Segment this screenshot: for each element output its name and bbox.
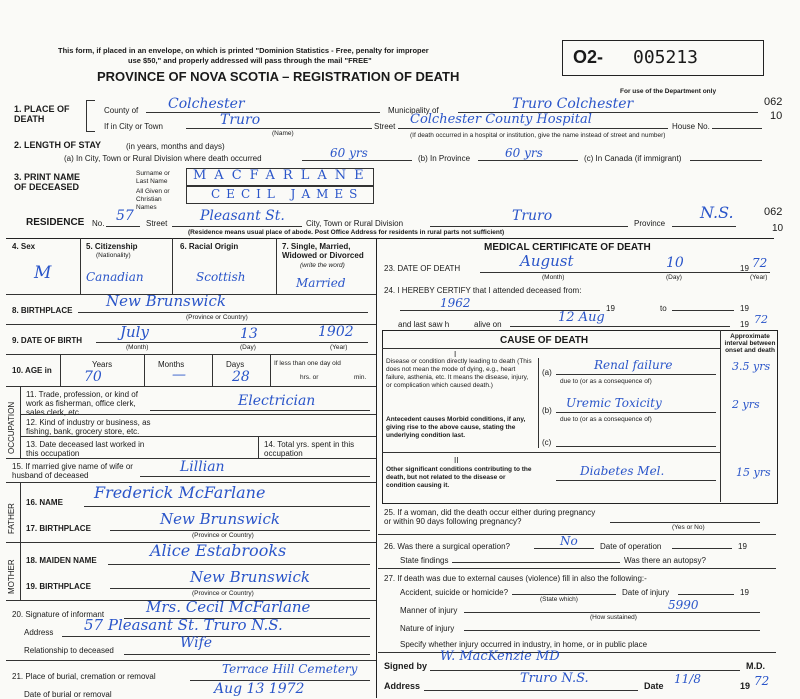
father-birthplace-value: New Brunswick — [160, 510, 280, 528]
surname-value: MACFARLANE — [193, 168, 372, 183]
reg-prefix: O2- — [573, 47, 604, 67]
operation-century: 19 — [738, 542, 747, 551]
interval-title: Approximate interval between onset and death — [724, 333, 776, 354]
q25-yes-no-hint: (Yes or No) — [672, 524, 705, 531]
informant-sig-label: 20. Signature of informant — [12, 610, 105, 619]
manner-label: Manner of injury — [400, 606, 458, 615]
marital-label: 7. Single, Married, Widowed or Divorced — [282, 242, 364, 260]
residence-city-label: City, Town or Rural Division — [306, 219, 404, 228]
racial-origin-label: 6. Racial Origin — [180, 242, 239, 251]
interval-a-value: 3.5 yrs — [732, 360, 771, 373]
age-months-value: — — [172, 367, 186, 383]
attended-from-value: 1962 — [440, 296, 471, 310]
dod-day-hint: (Day) — [666, 274, 682, 281]
place-bracket — [86, 100, 95, 132]
age-years-label: Years — [92, 360, 113, 369]
residence-no-value: 57 — [116, 208, 134, 224]
hrs-label: hrs. or — [300, 374, 319, 381]
sex-label: 4. Sex — [12, 242, 36, 251]
house-no-label: House No. — [672, 122, 710, 131]
length-of-stay-hint: (in years, months and days) — [126, 142, 225, 151]
municipality-label: Municipality of — [388, 106, 439, 115]
birthplace-hint: (Province or Country) — [186, 314, 248, 321]
md-label: M.D. — [746, 661, 765, 671]
marital-value: Married — [296, 276, 346, 290]
occupation-side-label: OCCUPATION — [7, 401, 16, 454]
hospital-hint: (If death occurred in a hospital or institution, give the name instead of street and number) — [410, 132, 666, 139]
q26-value: No — [560, 534, 578, 548]
father-side-label: FATHER — [7, 503, 16, 534]
envelope-note-1: This form, if placed in an envelope, on which is printed "Dominion Statistics - Free, penalty for improper — [58, 46, 429, 55]
date-of-death-label: 23. DATE OF DEATH — [384, 264, 461, 273]
medical-cert-title: MEDICAL CERTIFICATE OF DEATH — [484, 242, 651, 253]
residence-street-value: Pleasant St. — [200, 208, 285, 224]
dob-month: July — [120, 323, 149, 341]
father-name-label: 16. NAME — [26, 498, 63, 507]
age-label: 10. AGE in — [12, 366, 52, 375]
stay-b-label: (b) In Province — [418, 154, 471, 163]
cause-b-value: Uremic Toxicity — [566, 396, 662, 410]
stay-a-value: 60 yrs — [330, 146, 368, 160]
dob-year-hint: (Year) — [330, 344, 348, 351]
cause-c-prefix: (c) — [542, 438, 552, 447]
city-name-hint: (Name) — [272, 130, 294, 137]
injury-date-label: Date of injury — [622, 588, 670, 597]
manner-value: 5990 — [668, 598, 699, 612]
residence-no-label: No. — [92, 219, 105, 228]
surname-label: Surname or Last Name — [136, 170, 170, 185]
birthplace-value: New Brunswick — [106, 292, 226, 310]
interval-other-value: 15 yrs — [736, 466, 771, 479]
sex-value: M — [34, 263, 52, 283]
dept-code-1: 062 — [764, 96, 783, 108]
dept-use-note: For use of the Department only — [620, 88, 717, 95]
given-names-box — [186, 186, 374, 204]
citizenship-value: Canadian — [86, 270, 144, 284]
burial-place-value: Terrace Hill Cemetery — [222, 662, 358, 676]
due-to-b: due to (or as a consequence of) — [560, 416, 652, 423]
burial-date-value: Aug 13 1972 — [214, 681, 305, 697]
cause-b-prefix: (b) — [542, 406, 552, 415]
how-sustained-hint: (How sustained) — [590, 614, 637, 621]
age-days-label: Days — [226, 360, 245, 369]
street-value: Colchester County Hospital — [410, 112, 592, 127]
dod-century: 19 — [740, 264, 749, 273]
q13-label: 13. Date deceased last worked in this occupation — [26, 440, 145, 458]
birthplace-label: 8. BIRTHPLACE — [12, 306, 73, 315]
racial-origin-value: Scottish — [196, 270, 246, 284]
marital-hint: (write the word) — [300, 262, 345, 269]
last-saw-year: 72 — [754, 313, 768, 326]
immediate-cause-label: Disease or condition directly leading to death (This does not mean the mode of dying, e.g., heart failure, asthenia, etc. It means the disease, injury, or complication which caused death.) — [386, 358, 532, 389]
citizenship-label: 5. Citizenship — [86, 242, 138, 251]
signed-by-value: W. MacKenzie MD — [440, 649, 560, 664]
less-day-label: If less than one day old — [274, 360, 341, 367]
accident-label: Accident, suicide or homicide? — [400, 588, 509, 597]
findings-label: State findings — [400, 556, 449, 565]
stay-b-value: 60 yrs — [505, 146, 543, 160]
envelope-note-2: use $50," and properly addressed will pass through the mail "FREE" — [128, 56, 372, 65]
last-saw-label: and last saw h — [398, 320, 450, 329]
cause-a-value: Renal failure — [594, 358, 673, 372]
other-conditions-label: Other significant conditions contributing to the death, but not related to the disease or condition causing it. — [386, 466, 532, 489]
spouse-label: 15. If married give name of wife or husband of deceased — [12, 462, 133, 480]
age-days-value: 28 — [232, 369, 250, 385]
surname-box — [186, 168, 374, 186]
municipality-value: Truro Colchester — [512, 96, 634, 112]
residence-city-value: Truro — [512, 208, 553, 224]
injury-century: 19 — [740, 588, 749, 597]
last-saw-century: 19 — [740, 320, 749, 329]
med-date-label: Date — [644, 681, 664, 691]
date-of-death-month: August — [520, 252, 574, 270]
cause-title: CAUSE OF DEATH — [500, 335, 589, 346]
min-label: min. — [354, 374, 367, 381]
due-to-a: due to (or as a consequence of) — [560, 378, 652, 385]
attended-label: 24. I HEREBY CERTIFY that I attended deceased from: — [384, 286, 582, 295]
med-address-value: Truro N.S. — [520, 671, 589, 686]
father-birthplace-hint: (Province or Country) — [192, 532, 254, 539]
burial-place-label: 21. Place of burial, cremation or removal — [12, 672, 156, 681]
q27-label: 27. If death was due to external causes (violence) fill in also the following:- — [384, 574, 647, 583]
father-name-value: Frederick McFarlane — [94, 483, 266, 502]
attended-century-2: 19 — [740, 304, 749, 313]
dob-label: 9. DATE OF BIRTH — [12, 336, 83, 345]
county-value: Colchester — [168, 96, 245, 112]
med-date-value: 11/8 — [674, 672, 701, 686]
cause-a-prefix: (a) — [542, 368, 552, 377]
dod-year-hint: (Year) — [750, 274, 768, 281]
signed-by-label: Signed by — [384, 661, 428, 671]
informant-relationship-value: Wife — [180, 635, 213, 651]
length-of-stay-label: 2. LENGTH OF STAY — [14, 140, 102, 150]
last-saw-value: 12 Aug — [558, 310, 605, 325]
dept-code-3: 062 — [764, 206, 783, 218]
roman-ii: II — [454, 456, 459, 465]
residence-province-label: Province — [634, 219, 666, 228]
county-label: County of — [104, 106, 139, 115]
citizenship-hint: (Nationality) — [96, 252, 131, 259]
med-date-year: 72 — [754, 674, 770, 688]
attended-century-1: 19 — [606, 304, 615, 313]
q12-label: 12. Kind of industry or business, as fishing, bank, grocery store, etc. — [26, 418, 151, 436]
attended-to-label: to — [660, 304, 667, 313]
reg-number: 005213 — [633, 47, 699, 68]
date-of-death-year: 72 — [752, 256, 768, 270]
q26-label: 26. Was there a surgical operation? — [384, 542, 510, 551]
mother-birthplace-label: 19. BIRTHPLACE — [26, 582, 91, 591]
mother-maiden-label: 18. MAIDEN NAME — [26, 556, 97, 565]
dob-day-hint: (Day) — [240, 344, 256, 351]
antecedent-label: Antecedent causes Morbid conditions, if any, giving rise to the above cause, stating the underlying condition last. — [386, 416, 526, 439]
burial-date-label: Date of burial or removal — [24, 690, 112, 699]
dept-code-4: 10 — [772, 223, 784, 234]
given-names-value: CECIL JAMES — [211, 187, 364, 201]
informant-address-label: Address — [24, 628, 54, 637]
residence-street-label: Street — [146, 219, 168, 228]
med-address-label: Address — [384, 681, 421, 691]
roman-i: I — [454, 350, 457, 359]
city-label: If in City or Town — [104, 122, 163, 131]
med-date-century: 19 — [740, 681, 751, 691]
mother-birthplace-value: New Brunswick — [190, 568, 310, 586]
q14-label: 14. Total yrs. spent in this occupation — [264, 440, 355, 458]
mother-side-label: MOTHER — [7, 559, 16, 594]
nature-label: Nature of injury — [400, 624, 455, 633]
spouse-value: Lillian — [180, 459, 225, 475]
operation-date-label: Date of operation — [600, 542, 662, 551]
city-value: Truro — [220, 112, 261, 128]
residence-label: RESIDENCE — [26, 217, 85, 228]
state-which-hint: (State which) — [540, 596, 578, 603]
informant-address-value: 57 Pleasant St. Truro N.S. — [84, 616, 283, 634]
registration-box — [562, 40, 764, 76]
interval-b-value: 2 yrs — [732, 398, 760, 411]
form-title: PROVINCE OF NOVA SCOTIA – REGISTRATION OF DEATH — [97, 69, 460, 84]
print-name-label: 3. PRINT NAME OF DECEASED — [14, 172, 81, 192]
age-months-label: Months — [158, 360, 185, 369]
q11-value: Electrician — [238, 393, 316, 409]
dob-month-hint: (Month) — [126, 344, 149, 351]
q11-label: 11. Trade, profession, or kind of work as fisherman, office clerk, sales clerk, etc. — [26, 390, 138, 417]
specify-label: Specify whether injury occurred in industry, in home, or in public place — [400, 640, 648, 649]
q25-label: 25. If a woman, did the death occur either during pregnancy or within 90 days following pregnancy? — [384, 508, 596, 526]
dob-year: 1902 — [318, 324, 354, 340]
place-of-death-label: 1. PLACE OF DEATH — [14, 104, 70, 124]
given-names-label: All Given or Christian Names — [136, 188, 170, 211]
stay-c-label: (c) In Canada (if immigrant) — [584, 154, 682, 163]
dept-code-2: 10 — [770, 110, 783, 122]
date-of-death-day: 10 — [666, 255, 684, 271]
dod-month-hint: (Month) — [542, 274, 565, 281]
dob-day: 13 — [240, 326, 258, 342]
mother-maiden-value: Alice Estabrooks — [150, 541, 287, 560]
last-saw-hint: alive on — [474, 320, 502, 329]
mother-birthplace-hint: (Province or Country) — [192, 590, 254, 597]
autopsy-label: Was there an autopsy? — [624, 556, 706, 565]
stay-a-label: (a) In City, Town or Rural Division where death occurred — [64, 154, 262, 163]
other-conditions-value: Diabetes Mel. — [580, 464, 665, 478]
age-years-value: 70 — [84, 369, 102, 385]
residence-hint: (Residence means usual place of abode. Post Office Address for residents in rural parts not sufficient) — [188, 229, 505, 236]
informant-sig-value: Mrs. Cecil McFarlane — [146, 598, 311, 616]
street-label: Street — [374, 122, 396, 131]
residence-province-value: N.S. — [700, 203, 734, 222]
informant-relationship-label: Relationship to deceased — [24, 646, 114, 655]
father-birthplace-label: 17. BIRTHPLACE — [26, 524, 91, 533]
